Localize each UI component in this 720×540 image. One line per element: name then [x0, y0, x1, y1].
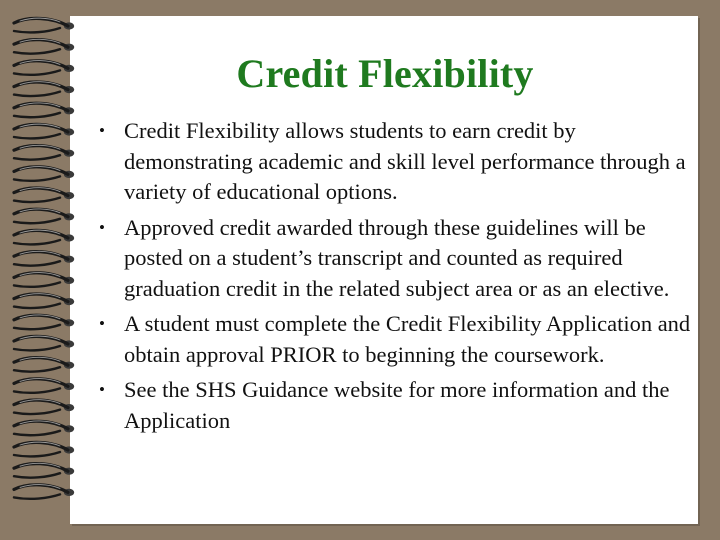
bullet-text: See the SHS Guidance website for more information and the Application: [124, 377, 670, 433]
spiral-ring-icon: [14, 124, 74, 138]
spiral-ring-icon: [14, 336, 74, 350]
spiral-ring-icon: [14, 251, 74, 265]
spiral-ring-icon: [14, 400, 74, 414]
spiral-ring-icon: [14, 188, 74, 202]
bullet-marker: •: [99, 380, 105, 399]
bullet-item: [97, 375, 697, 436]
spiral-ring-icon: [14, 82, 74, 96]
spiral-ring-icon: [14, 209, 74, 223]
spiral-ring-icon: [14, 230, 74, 244]
bullet-marker: •: [99, 314, 105, 333]
bullet-item: [97, 213, 697, 305]
spiral-ring-icon: [14, 485, 74, 499]
bullet-item: [97, 116, 697, 208]
bullet-list: [97, 116, 697, 441]
spiral-ring-icon: [14, 18, 74, 32]
spiral-ring-icon: [14, 61, 74, 75]
bullet-text: Credit Flexibility allows students to earn credit by demonstrating academic and skill level performance through a variety of educational options.: [124, 118, 686, 204]
spiral-ring-icon: [14, 357, 74, 371]
spiral-ring-icon: [14, 463, 74, 477]
bullet-item: [97, 309, 697, 370]
spiral-ring-icon: [14, 39, 74, 53]
spiral-ring-icon: [14, 273, 74, 287]
spiral-ring-icon: [14, 167, 74, 181]
spiral-ring-icon: [14, 315, 74, 329]
spiral-ring-icon: [14, 379, 74, 393]
spiral-ring-icon: [14, 442, 74, 456]
spiral-ring-icon: [14, 145, 74, 159]
slide-title: Credit Flexibility: [236, 51, 534, 96]
bullet-marker: •: [99, 121, 105, 140]
bullet-marker: •: [99, 217, 105, 237]
bullet-text: A student must complete the Credit Flexibility Application and obtain approval PRIOR to beginning the coursework.: [124, 311, 691, 367]
spiral-ring-icon: [14, 103, 74, 117]
spiral-ring-icon: [14, 421, 74, 435]
spiral-ring-icon: [14, 294, 74, 308]
bullet-text: Approved credit awarded through these guidelines will be posted on a student’s transcript and counted as required graduation credit in the related subject area or as an elective.: [124, 214, 670, 301]
